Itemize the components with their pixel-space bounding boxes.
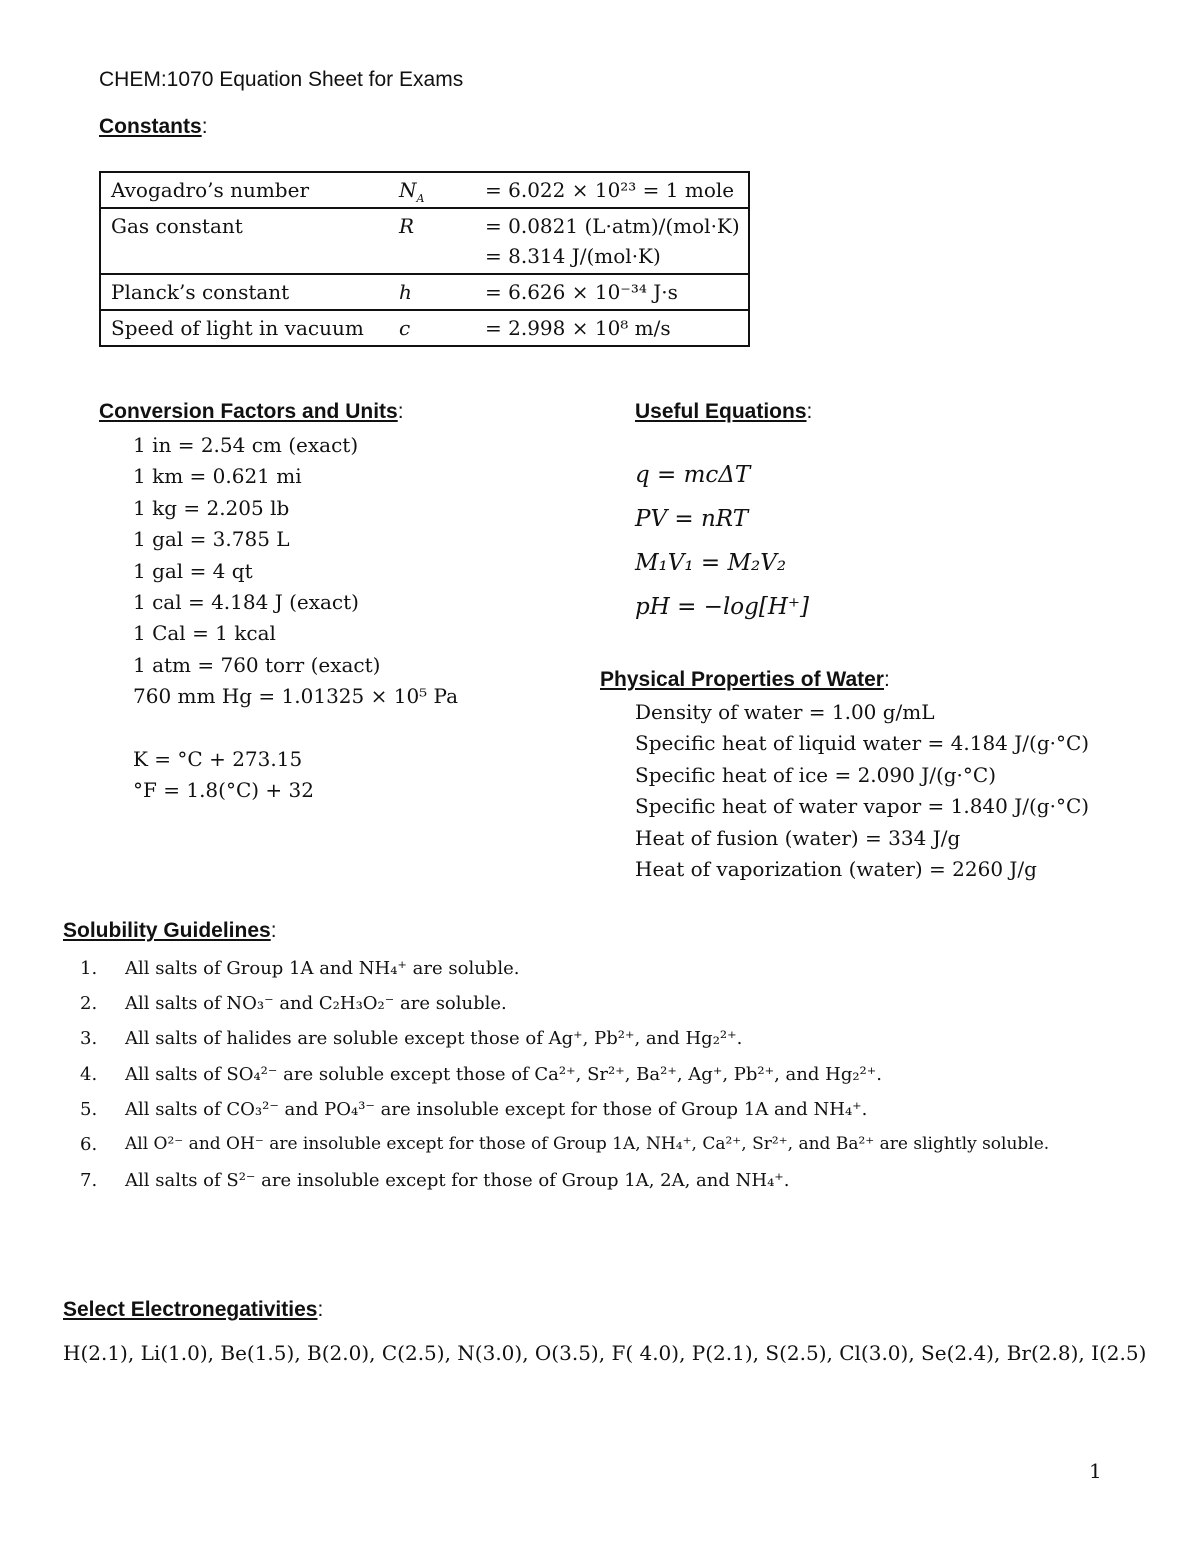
constant-value: = 6.022 × 10²³ = 1 mole [485, 178, 735, 202]
symbol-subscript: A [416, 192, 425, 205]
electronegativities-heading: Select Electronegativities: [63, 1298, 324, 1321]
constants-row [100, 274, 749, 310]
constant-name: Speed of light in vacuum [111, 316, 364, 340]
water-property: Specific heat of ice = 2.090 J/(g·°C) [635, 762, 997, 787]
conversion-list [133, 430, 458, 806]
conversion-item: 1 atm = 760 torr (exact) [133, 652, 381, 677]
document-title: CHEM:1070 Equation Sheet for Exams [99, 68, 464, 91]
water-properties-list [635, 697, 1089, 885]
equation: M₁V₁ = M₂V₂ [635, 550, 787, 576]
equation: pH = −log[H⁺] [635, 594, 810, 620]
conversion-item: 1 in = 2.54 cm (exact) [133, 433, 359, 457]
constants-row [100, 172, 749, 208]
equation: PV = nRT [635, 506, 749, 532]
page-number: 1 [1089, 1459, 1102, 1483]
conversion-item: 1 cal = 4.184 J (exact) [133, 590, 359, 615]
conversion-item: 1 kg = 2.205 lb [133, 495, 290, 520]
constant-value: = 2.998 × 10⁸ m/s [485, 316, 671, 340]
solubility-heading: Solubility Guidelines: [63, 919, 277, 942]
water-property: Specific heat of liquid water = 4.184 J/(g·°C) [635, 731, 1090, 756]
equations-heading: Useful Equations: [635, 400, 813, 423]
water-property: Heat of vaporization (water) = 2260 J/g [635, 857, 1037, 882]
temperature-item: °F = 1.8(°C) + 32 [133, 778, 314, 803]
constant-name: Gas constant [111, 214, 243, 238]
temperature-item: K = °C + 273.15 [133, 746, 303, 771]
conversion-item: 760 mm Hg = 1.01325 × 10⁵ Pa [133, 684, 459, 709]
water-property: Heat of fusion (water) = 334 J/g [635, 825, 961, 850]
water-heading: Physical Properties of Water: [600, 668, 890, 691]
constant-symbol: $N_A$ [399, 178, 425, 205]
constant-symbol: R [399, 214, 415, 238]
constants-heading: Constants: [99, 115, 208, 138]
conversion-item: 1 Cal = 1 kcal [133, 621, 276, 646]
constants-row [100, 310, 749, 346]
constant-name: Avogadro’s number [111, 178, 310, 202]
constant-symbol: c [399, 316, 411, 340]
equation: q = mcΔT [635, 462, 751, 488]
constant-value: = 0.0821 (L·atm)/(mol·K) = 8.314 J/(mol·K) [485, 214, 740, 268]
constants-row [100, 208, 749, 274]
conversion-item: 1 gal = 3.785 L [133, 527, 290, 552]
water-property: Specific heat of water vapor = 1.840 J/(g·°C) [635, 794, 1090, 819]
equations-list [635, 453, 809, 629]
conversion-item: 1 km = 0.621 mi [133, 464, 302, 489]
conversion-item: 1 gal = 4 qt [133, 558, 253, 583]
electronegativities-list: H(2.1), Li(1.0), Be(1.5), B(2.0), C(2.5), N(3.0), O(3.5), F( 4.0), P(2.1), S(2.5), Cl(3.0), Se(2.4), Br(2.8), I(2.5) [63, 1341, 1147, 1365]
constant-name: Planck’s constant [111, 280, 290, 304]
constant-symbol: h [399, 280, 412, 304]
conversion-heading: Conversion Factors and Units: [99, 400, 404, 423]
constant-value: = 6.626 × 10⁻³⁴ J·s [485, 280, 678, 304]
constants-table [99, 171, 750, 347]
water-property: Density of water = 1.00 g/mL [635, 700, 935, 724]
